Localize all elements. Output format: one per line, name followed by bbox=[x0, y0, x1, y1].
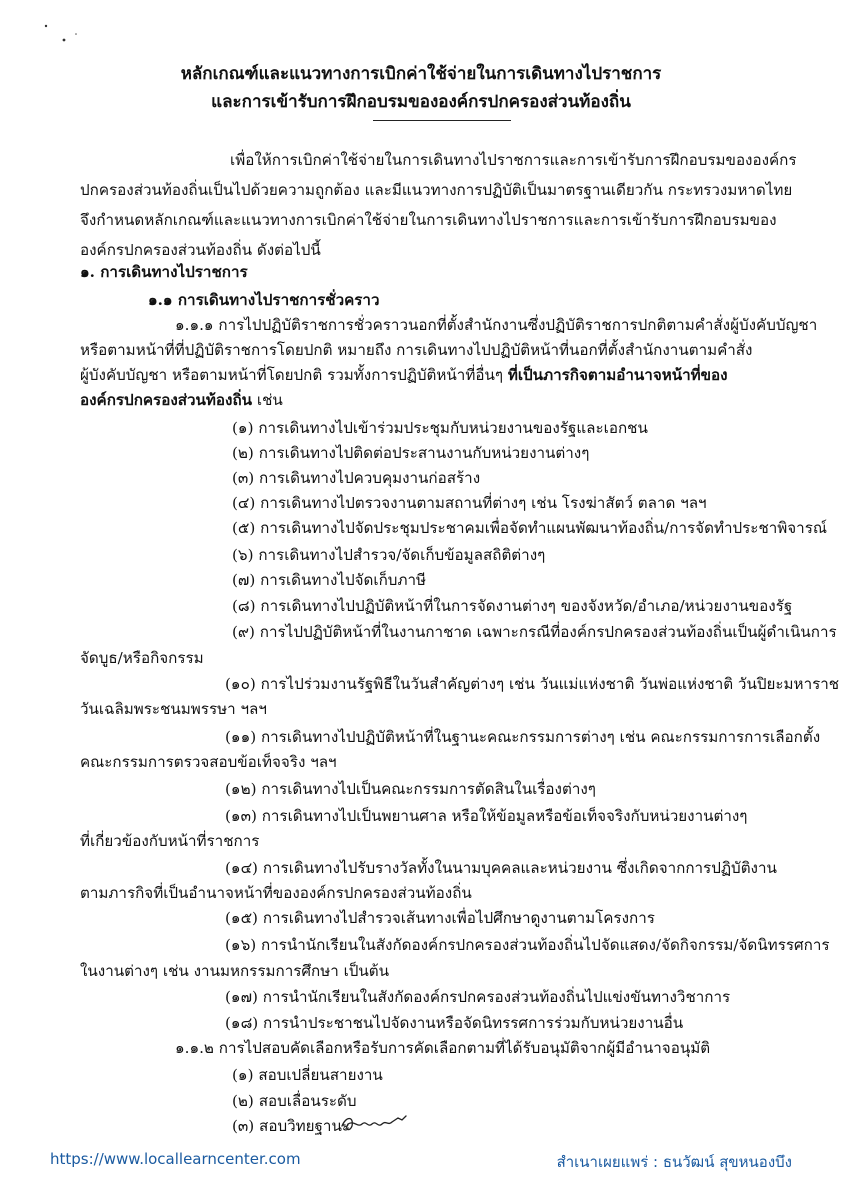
list-item: (๑๒) การเดินทางไปเป็นคณะกรรมการตัดสินในเรื่องต่างๆ bbox=[225, 780, 596, 798]
list-item: (๑๓) การเดินทางไปเป็นพยานศาล หรือให้ข้อมูลหรือข้อเท็จจริงกับหน่วยงานต่างๆ bbox=[225, 807, 748, 825]
list-item: (๑๖) การนำนักเรียนในสังกัดองค์กรปกครองส่วนท้องถิ่นไปจัดแสดง/จัดกิจกรรม/จัดนิทรรศการ bbox=[225, 936, 830, 954]
para-111-line-3-text: ผู้บังคับบัญชา หรือตามหน้าที่โดยปกติ รวมทั้งการปฏิบัติหน้าที่อื่นๆ bbox=[80, 366, 508, 384]
intro-line-2: ปกครองส่วนท้องถิ่นเป็นไปด้วยความถูกต้อง และมีแนวทางการปฏิบัติเป็นมาตรฐานเดียวกัน กระทรวงมหาดไทย bbox=[80, 181, 793, 199]
para-111-line-1: ๑.๑.๑ การไปปฏิบัติราชการชั่วคราวนอกที่ตั้งสำนักงานซึ่งปฏิบัติราชการปกติตามคำสั่งผู้บังคับบัญชา bbox=[175, 316, 818, 334]
intro-line-1: เพื่อให้การเบิกค่าใช้จ่ายในการเดินทางไปราชการและการเข้ารับการฝึกอบรมขององค์กร bbox=[230, 151, 797, 169]
list-item-continuation: ตามภารกิจที่เป็นอำนาจหน้าที่ขององค์กรปกครองส่วนท้องถิ่น bbox=[80, 884, 472, 902]
list-item: (๑๕) การเดินทางไปสำรวจเส้นทางเพื่อไปศึกษาดูงานตามโครงการ bbox=[225, 909, 655, 927]
list-item: (๑) การเดินทางไปเข้าร่วมประชุมกับหน่วยงานของรัฐและเอกชน bbox=[232, 419, 648, 437]
list-item: (๔) การเดินทางไปตรวจงานตามสถานที่ต่างๆ เช่น โรงฆ่าสัตว์ ตลาด ฯลฯ bbox=[232, 494, 707, 512]
list-item: (๑๔) การเดินทางไปรับรางวัลทั้งในนามบุคคลและหน่วยงาน ซึ่งเกิดจากการปฏิบัติงาน bbox=[225, 859, 777, 877]
list-item: (๙) การไปปฏิบัติหน้าที่ในงานกาชาด เฉพาะกรณีที่องค์กรปกครองส่วนท้องถิ่นเป็นผู้ดำเนินการ bbox=[232, 623, 837, 641]
list-item: (๑๗) การนำนักเรียนในสังกัดองค์กรปกครองส่วนท้องถิ่นไปแข่งขันทางวิชาการ bbox=[225, 988, 731, 1006]
para-112: ๑.๑.๒ การไปสอบคัดเลือกหรือรับการคัดเลือกตามที่ได้รับอนุมัติจากผู้มีอำนาจอนุมัติ bbox=[175, 1039, 711, 1057]
list-item: (๗) การเดินทางไปจัดเก็บภาษี bbox=[232, 571, 426, 589]
para-111-line-4-text: เช่น bbox=[252, 391, 283, 409]
list-item-continuation: จัดบูธ/หรือกิจกรรม bbox=[80, 649, 204, 667]
intro-line-4: องค์กรปกครองส่วนท้องถิ่น ดังต่อไปนี้ bbox=[80, 241, 321, 259]
para-111-line-3 bbox=[80, 365, 728, 385]
list-item: (๒) การเดินทางไปติดต่อประสานงานกับหน่วยงานต่างๆ bbox=[232, 444, 590, 462]
list-item-continuation: วันเฉลิมพระชนมพรรษา ฯลฯ bbox=[80, 700, 267, 718]
list-item: (๘) การเดินทางไปปฏิบัติหน้าที่ในการจัดงานต่างๆ ของจังหวัด/อำเภอ/หน่วยงานของรัฐ bbox=[232, 597, 793, 615]
list-item: (๑๐) การไปร่วมงานรัฐพิธีในวันสำคัญต่างๆ เช่น วันแม่แห่งชาติ วันพ่อแห่งชาติ วันปิยะมหาราช bbox=[225, 675, 840, 693]
list-item: (๒) สอบเลื่อนระดับ bbox=[232, 1092, 357, 1110]
title-underline bbox=[373, 120, 511, 121]
list-item: (๓) สอบวิทยฐานะ bbox=[232, 1117, 350, 1135]
document-title-line2: และการเข้ารับการฝึกอบรมขององค์กรปกครองส่วนท้องถิ่น bbox=[211, 92, 631, 112]
list-item-continuation: ที่เกี่ยวข้องกับหน้าที่ราชการ bbox=[80, 832, 260, 850]
document-title-line1: หลักเกณฑ์และแนวทางการเบิกค่าใช้จ่ายในการเดินทางไปราชการ bbox=[180, 64, 662, 84]
para-111-line-2: หรือตามหน้าที่ที่ปฏิบัติราชการโดยปกติ หมายถึง การเดินทางไปปฏิบัติหน้าที่นอกที่ตั้งสำนักงานตามคำสั่ง bbox=[80, 341, 753, 359]
list-item: (๕) การเดินทางไปจัดประชุมประชาคมเพื่อจัดทำแผนพัฒนาท้องถิ่น/การจัดทำประชาพิจารณ์ bbox=[232, 519, 827, 537]
handwritten-initials bbox=[340, 1112, 410, 1134]
intro-line-3: จึงกำหนดหลักเกณฑ์และแนวทางการเบิกค่าใช้จ่ายในการเดินทางไปราชการและการเข้ารับการฝึกอบรมของ bbox=[80, 211, 777, 229]
list-item-continuation: ในงานต่างๆ เช่น งานมหกรรมการศึกษา เป็นต้น bbox=[80, 962, 390, 980]
list-item: (๑) สอบเปลี่ยนสายงาน bbox=[232, 1066, 383, 1084]
footer-url-link[interactable]: https://www.locallearncenter.com bbox=[50, 1150, 301, 1168]
list-item: (๓) การเดินทางไปควบคุมงานก่อสร้าง bbox=[232, 469, 481, 487]
footer-credit: สำเนาเผยแพร่ : ธนวัฒน์ สุขหนองบึง bbox=[556, 1153, 792, 1171]
list-item: (๖) การเดินทางไปสำรวจ/จัดเก็บข้อมูลสถิติต่างๆ bbox=[232, 546, 546, 564]
list-item-continuation: คณะกรรมการตรวจสอบข้อเท็จจริง ฯลฯ bbox=[80, 753, 337, 771]
para-111-line-4-bold: องค์กรปกครองส่วนท้องถิ่น bbox=[80, 391, 253, 409]
list-item: (๑๘) การนำประชาชนไปจัดงานหรือจัดนิทรรศการร่วมกับหน่วยงานอื่น bbox=[225, 1014, 684, 1032]
para-111-line-4 bbox=[80, 390, 283, 410]
section-heading-1: ๑. การเดินทางไปราชการ bbox=[80, 263, 248, 281]
list-item: (๑๑) การเดินทางไปปฏิบัติหน้าที่ในฐานะคณะกรรมการต่างๆ เช่น คณะกรรมการการเลือกตั้ง bbox=[225, 728, 821, 746]
scan-specks bbox=[40, 20, 90, 50]
para-111-line-3-bold: ที่เป็นภารกิจตามอำนาจหน้าที่ของ bbox=[507, 366, 728, 384]
section-heading-1-1: ๑.๑ การเดินทางไปราชการชั่วคราว bbox=[148, 291, 380, 309]
